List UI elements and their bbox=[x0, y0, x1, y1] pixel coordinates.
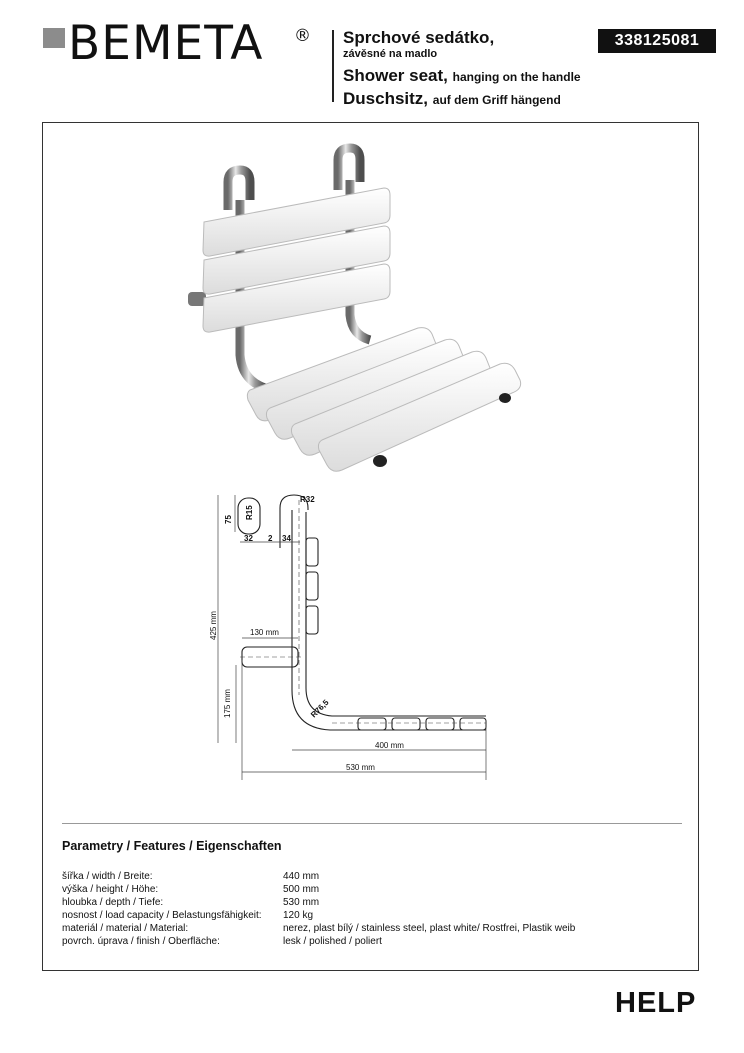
header-divider bbox=[332, 30, 334, 102]
feature-label: materiál / material / Material: bbox=[62, 923, 189, 934]
technical-drawing bbox=[210, 490, 510, 780]
dim-2: 2 bbox=[268, 534, 273, 543]
subtitle-cz: závěsné na madlo bbox=[343, 48, 438, 60]
title-en: Shower seat, hanging on the handle bbox=[343, 66, 581, 85]
feature-row bbox=[62, 935, 575, 948]
seat-slat bbox=[426, 718, 454, 730]
seat-slat bbox=[460, 718, 486, 730]
back-slat bbox=[306, 572, 318, 600]
dim-r76: R76,5 bbox=[309, 697, 331, 720]
title-cz: Sprchové sedátko, bbox=[343, 28, 495, 47]
dim-130: 130 mm bbox=[250, 628, 279, 637]
back-slat bbox=[306, 606, 318, 634]
dim-34: 34 bbox=[282, 534, 291, 543]
seat-slat bbox=[392, 718, 420, 730]
feature-row bbox=[62, 870, 575, 883]
feature-label: šířka / width / Breite: bbox=[62, 871, 153, 882]
seat-slat bbox=[358, 718, 386, 730]
product-photo bbox=[170, 140, 540, 480]
frame-profile-main bbox=[292, 510, 486, 730]
feature-value: nerez, plast bílý / stainless steel, plast white/ Rostfrei, Plastik weib bbox=[283, 923, 576, 934]
feature-row bbox=[62, 922, 575, 935]
frame-profile-inner bbox=[306, 512, 486, 716]
brand-logo: BEMETA bbox=[68, 16, 264, 71]
feature-value: 500 mm bbox=[283, 884, 320, 895]
title-de: Duschsitz, auf dem Griff hängend bbox=[343, 89, 561, 108]
logo-mark bbox=[43, 28, 65, 48]
feature-label: hloubka / depth / Tiefe: bbox=[62, 897, 164, 908]
feature-label: nosnost / load capacity / Belastungsfähigkeit: bbox=[62, 910, 262, 921]
features-table bbox=[62, 870, 575, 948]
feature-row bbox=[62, 909, 575, 922]
feature-value: 530 mm bbox=[283, 897, 320, 908]
dim-32: 32 bbox=[244, 534, 253, 543]
dim-175: 175 mm bbox=[223, 689, 232, 718]
feature-value: 440 mm bbox=[283, 871, 320, 882]
dim-r15: R15 bbox=[245, 505, 254, 520]
dim-530: 530 mm bbox=[346, 763, 375, 772]
feature-value: lesk / polished / poliert bbox=[283, 936, 382, 947]
section-divider bbox=[62, 823, 682, 824]
dim-400: 400 mm bbox=[375, 741, 404, 750]
feature-label: výška / height / Höhe: bbox=[62, 884, 159, 895]
product-code: 338125081 bbox=[598, 29, 716, 53]
feature-row bbox=[62, 883, 575, 896]
feature-label: povrch. úprava / finish / Oberfläche: bbox=[62, 936, 220, 947]
help-label: HELP bbox=[615, 987, 697, 1019]
feature-value: 120 kg bbox=[283, 910, 314, 921]
registered-mark: ® bbox=[294, 26, 311, 46]
dim-425: 425 mm bbox=[209, 611, 218, 640]
features-heading: Parametry / Features / Eigenschaften bbox=[62, 839, 282, 853]
dim-r32: R32 bbox=[300, 495, 315, 504]
back-slat bbox=[306, 538, 318, 566]
feature-row bbox=[62, 896, 575, 909]
dim-75: 75 bbox=[224, 515, 233, 524]
